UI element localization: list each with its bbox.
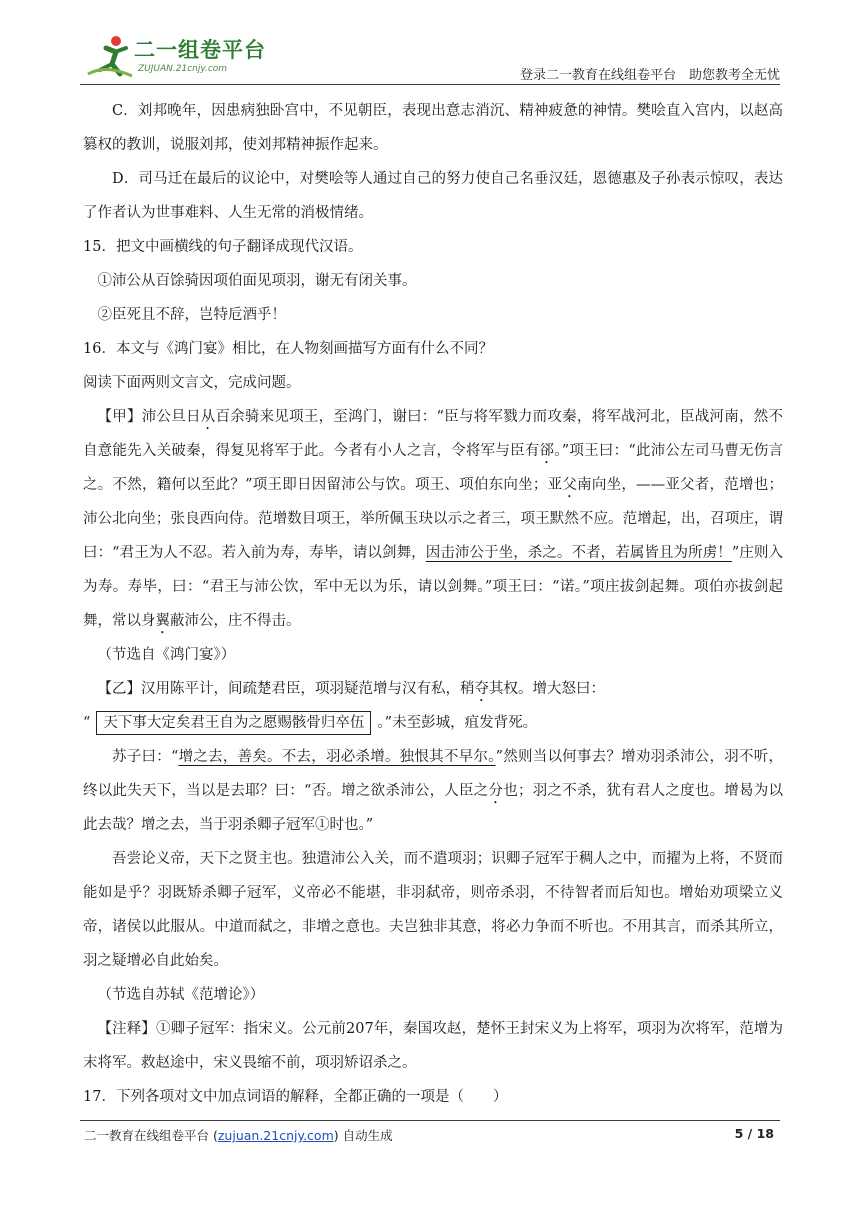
- logo-subtitle: ZUJUAN.21cnjy.com: [138, 64, 228, 74]
- source-2: （节选自苏轼《范增论》）: [97, 987, 265, 1003]
- annotation-note: 【注释】①卿子冠军：指宋义。公元前207年，秦国攻赵，楚怀王封宋义为上将军，项羽为次将军，范增为末将军。救赵途中，宋义畏缩不前，项羽矫诏杀之。: [83, 1021, 783, 1071]
- page-header: [0, 0, 860, 88]
- document-body: [83, 94, 783, 1114]
- passage-su: 苏子曰：“增之去，善矣。不去，羽必杀增。独恨其不早尔。”然则当以何事去？增劝羽杀沛公，羽不听，终以此失天下，当以是去耶？曰：“否。增之欲杀沛公，人臣之分也；羽之不杀，犹有君人之度也。增曷为以此去哉？增之去，当于羽杀卿子冠军①时也。”: [83, 749, 784, 833]
- question-15: 15．把文中画横线的句子翻译成现代汉语。: [83, 239, 363, 255]
- question-15-item-1: ①沛公从百馀骑因项伯面见项羽，谢无有闭关事。: [97, 273, 417, 289]
- passage-jia: 【甲】沛公旦日从百余骑来见项王，至鸿门，谢曰：“臣与将军戮力而攻秦，将军战河北，臣战河南，然不自意能先入关破秦，得复见将军于此。今者有小人之言，令将军与臣有郤。”项王曰：“此沛公左司马曹无伤言之。不然，籍何以至此？”项王即日因留沛公与饮。项王、项伯东向坐；亚父南向坐，——亚父者，范增也；沛公北向坐；张良西向侍。范增数目项王，举所佩玉玦以示之者三，项王默然不应。范增起，出，召项庄，谓曰：“君王为人不忍。若入前为寿，寿毕，请以剑舞，因击沛公于坐，杀之。不者，若属皆且为所虏！”庄则入为寿。寿毕，曰：“君王与沛公饮，军中无以为乐，请以剑舞。”项王曰：“诺。”项庄拔剑起舞。项伯亦拔剑起舞，常以身翼蔽沛公，庄不得击。: [83, 409, 784, 629]
- header-divider: [80, 84, 780, 85]
- passage-su-2: 吾尝论义帝，天下之贤主也。独遣沛公入关，而不遣项羽；识卿子冠军于稠人之中，而擢为上将，不贤而能如是乎？羽既矫杀卿子冠军，义帝必不能堪，非羽弑帝，则帝杀羽，不待智者而后知也。增始劝项梁立义帝，诸侯以此服从。中道而弑之，非增之意也。夫岂独非其意，将必力争而不听也。不用其言，而杀其所立，羽之疑增必自此始矣。: [83, 851, 783, 969]
- dotted-word: 夺: [474, 681, 489, 697]
- dotted-word: 从: [200, 409, 216, 425]
- dotted-word: 分: [488, 783, 504, 799]
- option-c: C．刘邦晚年，因患病独卧宫中，不见朝臣，表现出意志消沉、精神疲惫的神情。樊哙直入宫内，以赵高篡权的教训，说服刘邦，使刘邦精神振作起来。: [83, 103, 784, 153]
- question-17: 17．下列各项对文中加点词语的解释，全都正确的一项是（ ）: [83, 1089, 508, 1105]
- dotted-word: 郤: [539, 443, 555, 459]
- page-number: 5 / 18: [734, 1126, 774, 1141]
- dotted-word: 父: [562, 477, 578, 493]
- question-15-item-2: ②臣死且不辞，岂特卮酒乎！: [97, 307, 286, 323]
- page-footer: [0, 1118, 860, 1158]
- header-slogan-link[interactable]: 登录二一教育在线组卷平台 助您教考全无忧: [519, 68, 780, 83]
- runner-logo-icon: [86, 34, 134, 80]
- underlined-sentence: 因击沛公于坐，杀之。不者，若属皆且为所虏！: [425, 545, 732, 561]
- option-d: D．司马迁在最后的议论中，对樊哙等人通过自己的努力使自己名垂汉廷，恩德惠及子孙表示惊叹，表达了作者认为世事难料、人生无常的消极情绪。: [83, 171, 783, 221]
- dotted-word: 翼: [155, 613, 170, 629]
- footer-divider: [80, 1120, 780, 1121]
- boxed-sentence: 天下事大定矣君王自为之愿赐骸骨归卒伍: [96, 711, 371, 735]
- question-16: 16．本文与《鸿门宴》相比，在人物刻画描写方面有什么不同？: [83, 341, 493, 357]
- source-1: （节选自《鸿门宴》）: [97, 647, 236, 663]
- logo-title: 二一组卷平台: [134, 38, 266, 62]
- passage-yi-quote: “ 天下事大定矣君王自为之愿赐骸骨归卒伍 。”未至彭城，疽发背死。: [83, 706, 783, 740]
- footer-site-link[interactable]: zujuan.21cnjy.com: [217, 1128, 334, 1143]
- footer-credit: 二一教育在线组卷平台 (zujuan.21cnjy.com) 自动生成: [84, 1128, 393, 1143]
- underlined-sentence: 增之去，善矣。不去，羽必杀增。独恨其不早尔。: [178, 749, 496, 765]
- reading-intro: 阅读下面两则文言文，完成问题。: [83, 375, 301, 391]
- site-logo[interactable]: [86, 34, 316, 82]
- passage-yi: 【乙】汉用陈平计，间疏楚君臣，项羽疑范增与汉有私，稍夺其权。增大怒曰：: [97, 681, 605, 697]
